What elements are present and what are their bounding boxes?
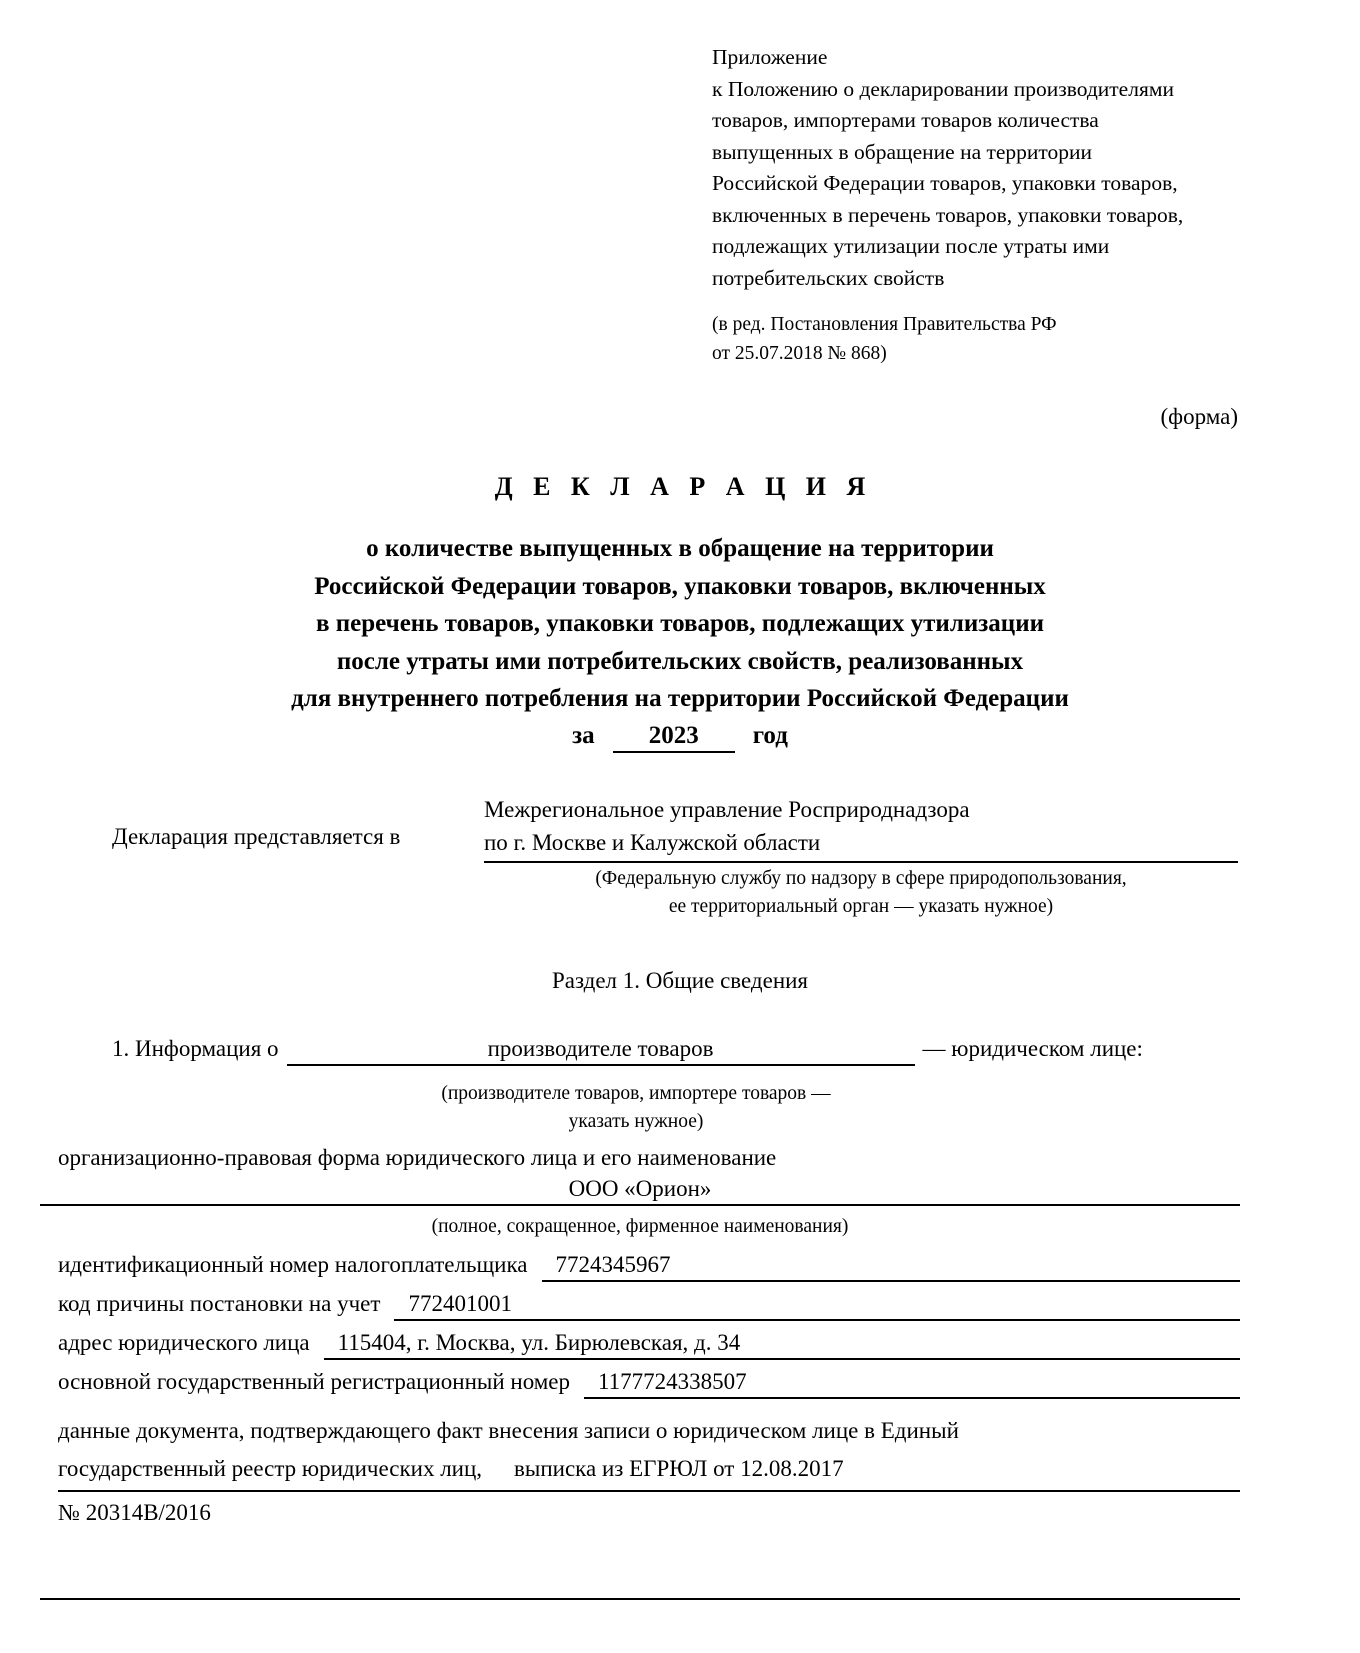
item-1-caption-line-1: (производителе товаров, импортере товаров — (441, 1083, 831, 1104)
organization-label: организационно-правовая форма юридического лица и его наименование (58, 1145, 777, 1170)
revision-line-2: от 25.07.2018 № 868) (712, 343, 887, 364)
registry-document-field[interactable]: выписка из ЕГРЮЛ от 12.08.2017 (514, 1456, 844, 1481)
document-subtitle (0, 530, 1360, 718)
address-row (58, 1330, 1240, 1360)
inn-label: идентификационный номер налогоплательщика (58, 1252, 528, 1277)
year-prefix-label: за (572, 722, 595, 749)
address-label: адрес юридического лица (58, 1330, 310, 1355)
item-1-suffix-label: — юридическом лице: (922, 1036, 1143, 1061)
reporting-year-field[interactable]: 2023 (613, 722, 735, 753)
appendix-line-4: Российской Федерации товаров, упаковки товаров, (712, 171, 1178, 195)
appendix-title: Приложение (712, 45, 828, 69)
appendix-header (712, 42, 1257, 294)
page-title: Д Е К Л А Р А Ц И Я (494, 472, 873, 501)
subtitle-line-4: после утраты ими потребительских свойств, реализованных (336, 647, 1024, 675)
registry-document-number: № 20314В/2016 (58, 1500, 211, 1525)
registry-document-label: государственный реестр юридических лиц, (58, 1456, 483, 1481)
section-1-heading: Раздел 1. Общие сведения (551, 968, 809, 993)
appendix-line-1: к Положению о декларировании производителями (712, 76, 1174, 101)
inn-row (58, 1252, 1240, 1282)
revision-line-1: (в ред. Постановления Правительства РФ (712, 314, 1057, 335)
item-1-caption (322, 1080, 950, 1136)
reporting-year-row (0, 722, 1360, 753)
ogrn-field[interactable]: 1177724338507 (584, 1369, 1240, 1399)
kpp-field[interactable]: 772401001 (394, 1291, 1240, 1321)
appendix-line-7: потребительских свойств (712, 265, 945, 290)
organization-caption: (полное, сокращенное, фирменное наименования) (431, 1216, 849, 1237)
registry-document-block (58, 1412, 1240, 1532)
submission-caption-line-1: (Федеральную службу по надзору в сфере природопользования, (595, 868, 1127, 889)
registry-document-line-1: данные документа, подтверждающего факт внесения записи о юридическом лице в Единый (58, 1418, 959, 1443)
kpp-label: код причины постановки на учет (58, 1291, 381, 1316)
address-field[interactable]: 115404, г. Москва, ул. Бирюлевская, д. 34 (324, 1330, 1240, 1360)
item-1-row (112, 1036, 1242, 1066)
appendix-line-5: включенных в перечень товаров, упаковки товаров, (712, 202, 1184, 227)
revision-note (712, 310, 1257, 368)
forma-label: (форма) (1160, 404, 1238, 429)
submission-authority-line-1: Межрегиональное управление Росприроднадзора (484, 797, 970, 822)
organization-name-field[interactable]: ООО «Орион» (40, 1176, 1240, 1206)
item-1-prefix-label: 1. Информация о (112, 1036, 279, 1061)
bottom-rule (40, 1598, 1240, 1600)
ogrn-label: основной государственный регистрационный номер (58, 1369, 571, 1394)
inn-field[interactable]: 7724345967 (542, 1252, 1240, 1282)
appendix-line-3: выпущенных в обращение на территории (712, 139, 1093, 164)
item-1-caption-line-2: указать нужное) (568, 1111, 704, 1132)
submission-caption (484, 865, 1238, 921)
submission-caption-line-2: ее территориальный орган — указать нужное) (668, 896, 1054, 917)
subtitle-line-1: о количестве выпущенных в обращение на территории (366, 535, 994, 562)
year-suffix-label: год (752, 722, 788, 749)
kpp-row (58, 1291, 1240, 1321)
registry-document-line-2 (58, 1450, 1240, 1492)
subtitle-line-2: Российской Федерации товаров, упаковки товаров, включенных (314, 572, 1046, 600)
subtitle-line-3: в перечень товаров, упаковки товаров, подлежащих утилизации (315, 610, 1045, 637)
submission-authority-field[interactable] (484, 793, 1238, 863)
subtitle-line-5: для внутреннего потребления на территории Российской Федерации (291, 685, 1069, 712)
ogrn-row (58, 1369, 1240, 1399)
submission-label: Декларация представляется в (112, 824, 401, 849)
appendix-line-2: товаров, импортерами товаров количества (712, 108, 1099, 132)
submission-authority-line-2: по г. Москве и Калужской области (484, 830, 821, 855)
appendix-line-6: подлежащих утилизации после утраты ими (712, 234, 1110, 258)
item-1-subject-field[interactable]: производителе товаров (287, 1036, 915, 1066)
